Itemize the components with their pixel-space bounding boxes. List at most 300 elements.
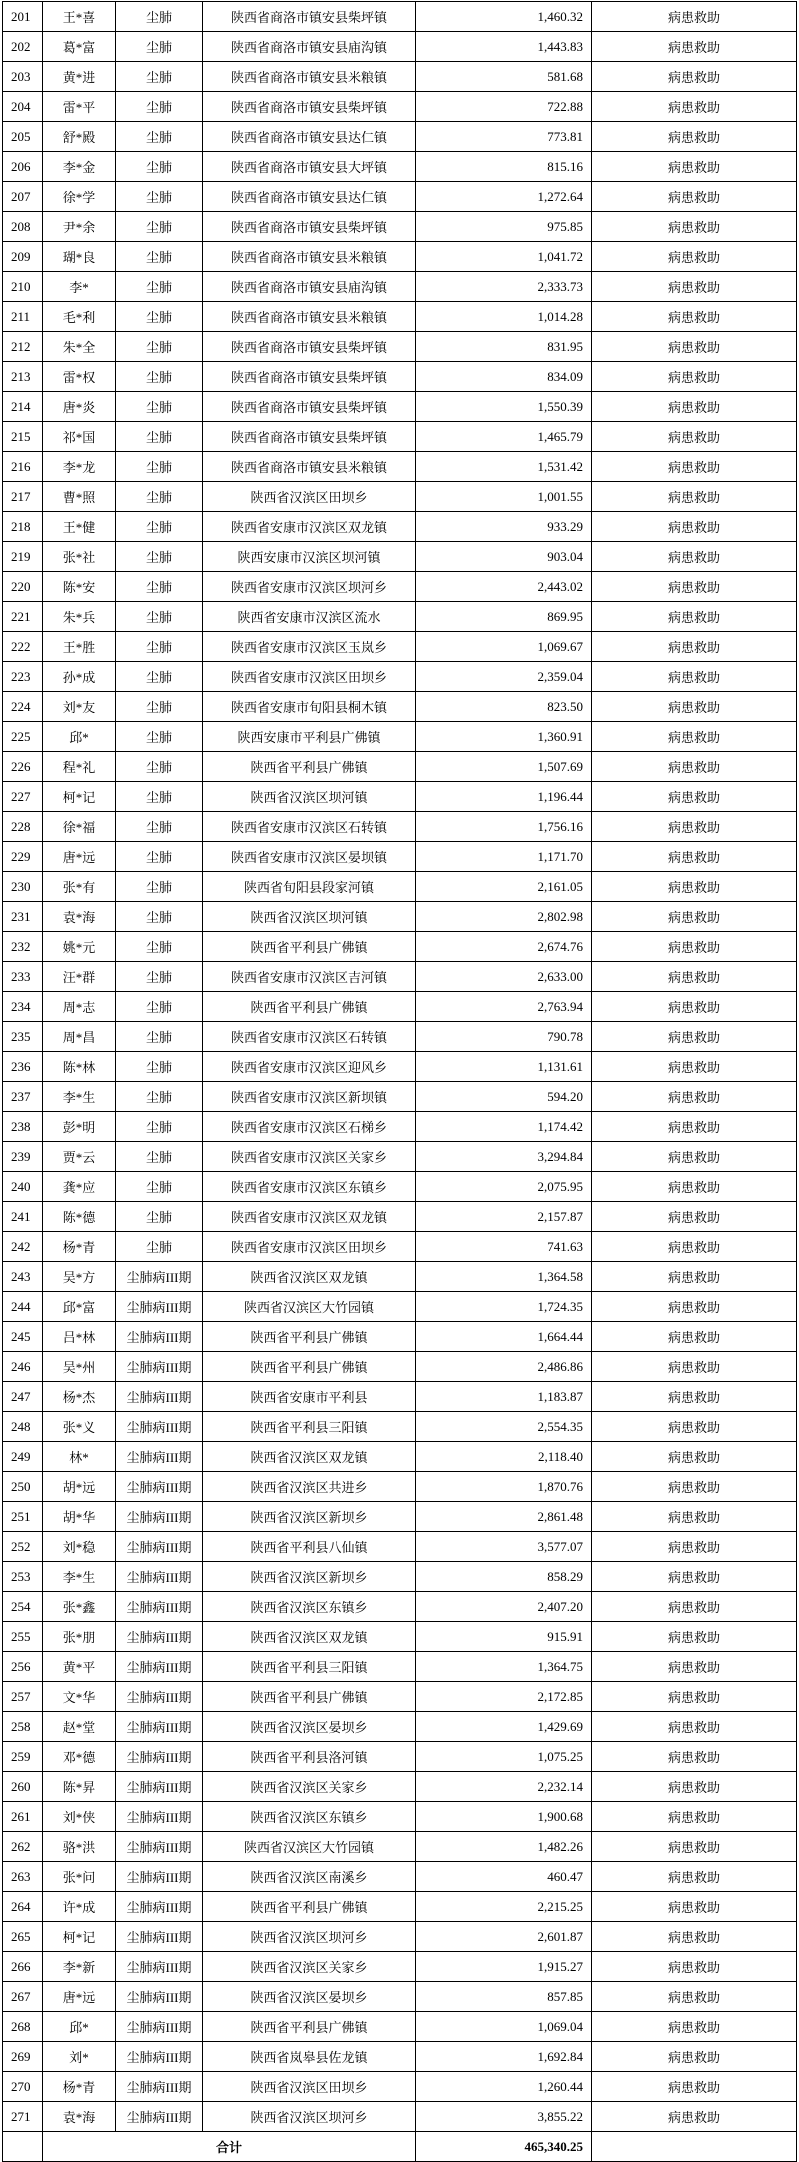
category-cell: 病患救助 bbox=[592, 1952, 797, 1982]
disease-cell: 尘肺病III期 bbox=[116, 1892, 203, 1922]
row-number-cell: 225 bbox=[3, 722, 43, 752]
name-cell: 张*义 bbox=[43, 1412, 116, 1442]
category-cell: 病患救助 bbox=[592, 1832, 797, 1862]
amount-cell: 2,763.94 bbox=[416, 992, 592, 1022]
name-cell: 袁*海 bbox=[43, 902, 116, 932]
address-cell: 陕西省安康市汉滨区田坝乡 bbox=[203, 1232, 416, 1262]
row-number-cell: 218 bbox=[3, 512, 43, 542]
name-cell: 陈*安 bbox=[43, 572, 116, 602]
category-cell: 病患救助 bbox=[592, 512, 797, 542]
address-cell: 陕西省平利县洛河镇 bbox=[203, 1742, 416, 1772]
table-row bbox=[3, 1262, 797, 1292]
row-number-cell: 213 bbox=[3, 362, 43, 392]
address-cell: 陕西省汉滨区新坝乡 bbox=[203, 1502, 416, 1532]
row-number-cell: 244 bbox=[3, 1292, 43, 1322]
amount-cell: 1,900.68 bbox=[416, 1802, 592, 1832]
table-row bbox=[3, 572, 797, 602]
address-cell: 陕西省商洛市镇安县米粮镇 bbox=[203, 452, 416, 482]
address-cell: 陕西省安康市平利县 bbox=[203, 1382, 416, 1412]
category-cell: 病患救助 bbox=[592, 2072, 797, 2102]
row-number-cell: 207 bbox=[3, 182, 43, 212]
name-cell: 瑚*良 bbox=[43, 242, 116, 272]
table-row bbox=[3, 1892, 797, 1922]
total-empty-cell bbox=[592, 2132, 797, 2162]
category-cell: 病患救助 bbox=[592, 662, 797, 692]
disease-cell: 尘肺病III期 bbox=[116, 1502, 203, 1532]
row-number-cell: 269 bbox=[3, 2042, 43, 2072]
name-cell: 黄*进 bbox=[43, 62, 116, 92]
disease-cell: 尘肺 bbox=[116, 452, 203, 482]
row-number-cell: 262 bbox=[3, 1832, 43, 1862]
table-row bbox=[3, 1172, 797, 1202]
address-cell: 陕西省平利县广佛镇 bbox=[203, 752, 416, 782]
name-cell: 邱*富 bbox=[43, 1292, 116, 1322]
name-cell: 胡*远 bbox=[43, 1472, 116, 1502]
amount-cell: 2,674.76 bbox=[416, 932, 592, 962]
name-cell: 邱* bbox=[43, 722, 116, 752]
row-number-cell: 252 bbox=[3, 1532, 43, 1562]
category-cell: 病患救助 bbox=[592, 422, 797, 452]
disease-cell: 尘肺 bbox=[116, 272, 203, 302]
disease-cell: 尘肺病III期 bbox=[116, 1532, 203, 1562]
name-cell: 舒*殿 bbox=[43, 122, 116, 152]
address-cell: 陕西省安康市汉滨区石转镇 bbox=[203, 812, 416, 842]
name-cell: 陈*昇 bbox=[43, 1772, 116, 1802]
table-row bbox=[3, 722, 797, 752]
name-cell: 周*昌 bbox=[43, 1022, 116, 1052]
disease-cell: 尘肺 bbox=[116, 572, 203, 602]
disease-cell: 尘肺 bbox=[116, 1112, 203, 1142]
disease-cell: 尘肺病III期 bbox=[116, 1652, 203, 1682]
row-number-cell: 230 bbox=[3, 872, 43, 902]
disease-cell: 尘肺病III期 bbox=[116, 1922, 203, 1952]
amount-cell: 1,429.69 bbox=[416, 1712, 592, 1742]
amount-cell: 1,460.32 bbox=[416, 2, 592, 32]
table-row bbox=[3, 1952, 797, 1982]
row-number-cell: 220 bbox=[3, 572, 43, 602]
address-cell: 陕西省汉滨区坝河乡 bbox=[203, 2102, 416, 2132]
row-number-cell: 208 bbox=[3, 212, 43, 242]
address-cell: 陕西省平利县三阳镇 bbox=[203, 1412, 416, 1442]
name-cell: 李*生 bbox=[43, 1562, 116, 1592]
row-number-cell: 243 bbox=[3, 1262, 43, 1292]
disease-cell: 尘肺 bbox=[116, 212, 203, 242]
address-cell: 陕西省汉滨区共进乡 bbox=[203, 1472, 416, 1502]
table-row bbox=[3, 1922, 797, 1952]
row-number-cell: 212 bbox=[3, 332, 43, 362]
address-cell: 陕西省汉滨区东镇乡 bbox=[203, 1592, 416, 1622]
disease-cell: 尘肺 bbox=[116, 92, 203, 122]
table-row bbox=[3, 1772, 797, 1802]
disease-cell: 尘肺病III期 bbox=[116, 1382, 203, 1412]
category-cell: 病患救助 bbox=[592, 212, 797, 242]
address-cell: 陕西省安康市汉滨区新坝镇 bbox=[203, 1082, 416, 1112]
row-number-cell: 229 bbox=[3, 842, 43, 872]
category-cell: 病患救助 bbox=[592, 962, 797, 992]
row-number-cell: 221 bbox=[3, 602, 43, 632]
amount-cell: 2,861.48 bbox=[416, 1502, 592, 1532]
table-row bbox=[3, 752, 797, 782]
name-cell: 陈*林 bbox=[43, 1052, 116, 1082]
amount-cell: 1,507.69 bbox=[416, 752, 592, 782]
category-cell: 病患救助 bbox=[592, 1292, 797, 1322]
table-row bbox=[3, 962, 797, 992]
disease-cell: 尘肺 bbox=[116, 422, 203, 452]
table-row bbox=[3, 1202, 797, 1232]
name-cell: 赵*堂 bbox=[43, 1712, 116, 1742]
category-cell: 病患救助 bbox=[592, 1472, 797, 1502]
address-cell: 陕西省商洛市镇安县达仁镇 bbox=[203, 182, 416, 212]
name-cell: 雷*平 bbox=[43, 92, 116, 122]
category-cell: 病患救助 bbox=[592, 692, 797, 722]
disease-cell: 尘肺 bbox=[116, 1052, 203, 1082]
name-cell: 黄*平 bbox=[43, 1652, 116, 1682]
address-cell: 陕西省平利县广佛镇 bbox=[203, 1352, 416, 1382]
disease-cell: 尘肺病III期 bbox=[116, 1262, 203, 1292]
disease-cell: 尘肺 bbox=[116, 962, 203, 992]
row-number-cell: 223 bbox=[3, 662, 43, 692]
address-cell: 陕西省汉滨区东镇乡 bbox=[203, 1802, 416, 1832]
name-cell: 刘*稳 bbox=[43, 1532, 116, 1562]
disease-cell: 尘肺 bbox=[116, 542, 203, 572]
row-number-cell: 239 bbox=[3, 1142, 43, 1172]
name-cell: 孙*成 bbox=[43, 662, 116, 692]
amount-cell: 1,131.61 bbox=[416, 1052, 592, 1082]
address-cell: 陕西省平利县八仙镇 bbox=[203, 1532, 416, 1562]
name-cell: 徐*福 bbox=[43, 812, 116, 842]
category-cell: 病患救助 bbox=[592, 1382, 797, 1412]
table-row bbox=[3, 1742, 797, 1772]
amount-cell: 1,171.70 bbox=[416, 842, 592, 872]
name-cell: 邱* bbox=[43, 2012, 116, 2042]
amount-cell: 1,692.84 bbox=[416, 2042, 592, 2072]
category-cell: 病患救助 bbox=[592, 1862, 797, 1892]
name-cell: 曹*照 bbox=[43, 482, 116, 512]
name-cell: 邓*德 bbox=[43, 1742, 116, 1772]
amount-cell: 1,482.26 bbox=[416, 1832, 592, 1862]
disease-cell: 尘肺 bbox=[116, 32, 203, 62]
name-cell: 杨*杰 bbox=[43, 1382, 116, 1412]
disease-cell: 尘肺 bbox=[116, 1082, 203, 1112]
address-cell: 陕西安康市汉滨区坝河镇 bbox=[203, 542, 416, 572]
disease-cell: 尘肺病III期 bbox=[116, 1982, 203, 2012]
name-cell: 李*金 bbox=[43, 152, 116, 182]
name-cell: 王*健 bbox=[43, 512, 116, 542]
category-cell: 病患救助 bbox=[592, 1142, 797, 1172]
disease-cell: 尘肺 bbox=[116, 2, 203, 32]
disease-cell: 尘肺 bbox=[116, 1172, 203, 1202]
name-cell: 姚*元 bbox=[43, 932, 116, 962]
row-number-cell: 242 bbox=[3, 1232, 43, 1262]
disease-cell: 尘肺 bbox=[116, 152, 203, 182]
disease-cell: 尘肺 bbox=[116, 842, 203, 872]
row-number-cell: 228 bbox=[3, 812, 43, 842]
address-cell: 陕西省商洛市镇安县米粮镇 bbox=[203, 62, 416, 92]
amount-cell: 1,260.44 bbox=[416, 2072, 592, 2102]
disease-cell: 尘肺 bbox=[116, 932, 203, 962]
amount-cell: 857.85 bbox=[416, 1982, 592, 2012]
table-body bbox=[3, 2, 797, 2132]
table-row bbox=[3, 1442, 797, 1472]
amount-cell: 903.04 bbox=[416, 542, 592, 572]
amount-cell: 2,633.00 bbox=[416, 962, 592, 992]
amount-cell: 823.50 bbox=[416, 692, 592, 722]
address-cell: 陕西省平利县三阳镇 bbox=[203, 1652, 416, 1682]
amount-cell: 2,161.05 bbox=[416, 872, 592, 902]
name-cell: 张*鑫 bbox=[43, 1592, 116, 1622]
table-row bbox=[3, 1622, 797, 1652]
disease-cell: 尘肺 bbox=[116, 1142, 203, 1172]
row-number-cell: 215 bbox=[3, 422, 43, 452]
amount-cell: 831.95 bbox=[416, 332, 592, 362]
name-cell: 徐*学 bbox=[43, 182, 116, 212]
name-cell: 朱*兵 bbox=[43, 602, 116, 632]
row-number-cell: 268 bbox=[3, 2012, 43, 2042]
name-cell: 尹*余 bbox=[43, 212, 116, 242]
category-cell: 病患救助 bbox=[592, 152, 797, 182]
table-row bbox=[3, 332, 797, 362]
disease-cell: 尘肺 bbox=[116, 992, 203, 1022]
category-cell: 病患救助 bbox=[592, 1022, 797, 1052]
amount-cell: 815.16 bbox=[416, 152, 592, 182]
category-cell: 病患救助 bbox=[592, 1652, 797, 1682]
address-cell: 陕西省汉滨区新坝乡 bbox=[203, 1562, 416, 1592]
amount-cell: 1,664.44 bbox=[416, 1322, 592, 1352]
category-cell: 病患救助 bbox=[592, 1412, 797, 1442]
name-cell: 袁*海 bbox=[43, 2102, 116, 2132]
category-cell: 病患救助 bbox=[592, 122, 797, 152]
table-row bbox=[3, 662, 797, 692]
disease-cell: 尘肺 bbox=[116, 1232, 203, 1262]
name-cell: 唐*远 bbox=[43, 842, 116, 872]
amount-cell: 790.78 bbox=[416, 1022, 592, 1052]
category-cell: 病患救助 bbox=[592, 752, 797, 782]
amount-cell: 1,001.55 bbox=[416, 482, 592, 512]
row-number-cell: 265 bbox=[3, 1922, 43, 1952]
table-row bbox=[3, 602, 797, 632]
row-number-cell: 219 bbox=[3, 542, 43, 572]
disease-cell: 尘肺 bbox=[116, 692, 203, 722]
name-cell: 张*朋 bbox=[43, 1622, 116, 1652]
table-row bbox=[3, 32, 797, 62]
table-row bbox=[3, 392, 797, 422]
table-row bbox=[3, 212, 797, 242]
address-cell: 陕西省商洛市镇安县柴坪镇 bbox=[203, 92, 416, 122]
relief-table bbox=[2, 1, 797, 2162]
category-cell: 病患救助 bbox=[592, 602, 797, 632]
row-number-cell: 237 bbox=[3, 1082, 43, 1112]
disease-cell: 尘肺病III期 bbox=[116, 1292, 203, 1322]
disease-cell: 尘肺 bbox=[116, 122, 203, 152]
table-row bbox=[3, 1472, 797, 1502]
category-cell: 病患救助 bbox=[592, 812, 797, 842]
row-number-cell: 224 bbox=[3, 692, 43, 722]
row-number-cell: 238 bbox=[3, 1112, 43, 1142]
name-cell: 吕*林 bbox=[43, 1322, 116, 1352]
category-cell: 病患救助 bbox=[592, 1442, 797, 1472]
category-cell: 病患救助 bbox=[592, 332, 797, 362]
name-cell: 葛*富 bbox=[43, 32, 116, 62]
disease-cell: 尘肺病III期 bbox=[116, 1322, 203, 1352]
name-cell: 刘*侠 bbox=[43, 1802, 116, 1832]
name-cell: 周*志 bbox=[43, 992, 116, 1022]
name-cell: 唐*远 bbox=[43, 1982, 116, 2012]
address-cell: 陕西省商洛市镇安县达仁镇 bbox=[203, 122, 416, 152]
row-number-cell: 235 bbox=[3, 1022, 43, 1052]
address-cell: 陕西省安康市汉滨区关家乡 bbox=[203, 1142, 416, 1172]
amount-cell: 1,014.28 bbox=[416, 302, 592, 332]
disease-cell: 尘肺病III期 bbox=[116, 1862, 203, 1892]
table-row bbox=[3, 932, 797, 962]
row-number-cell: 248 bbox=[3, 1412, 43, 1442]
category-cell: 病患救助 bbox=[592, 902, 797, 932]
category-cell: 病患救助 bbox=[592, 1982, 797, 2012]
name-cell: 吴*州 bbox=[43, 1352, 116, 1382]
disease-cell: 尘肺病III期 bbox=[116, 2042, 203, 2072]
table-row bbox=[3, 2012, 797, 2042]
disease-cell: 尘肺 bbox=[116, 752, 203, 782]
disease-cell: 尘肺病III期 bbox=[116, 1952, 203, 1982]
amount-cell: 2,157.87 bbox=[416, 1202, 592, 1232]
amount-cell: 1,756.16 bbox=[416, 812, 592, 842]
table-row bbox=[3, 1652, 797, 1682]
disease-cell: 尘肺 bbox=[116, 782, 203, 812]
category-cell: 病患救助 bbox=[592, 182, 797, 212]
table-row bbox=[3, 152, 797, 182]
address-cell: 陕西安康市平利县广佛镇 bbox=[203, 722, 416, 752]
disease-cell: 尘肺 bbox=[116, 62, 203, 92]
amount-cell: 869.95 bbox=[416, 602, 592, 632]
name-cell: 雷*权 bbox=[43, 362, 116, 392]
name-cell: 胡*华 bbox=[43, 1502, 116, 1532]
table-row bbox=[3, 1142, 797, 1172]
address-cell: 陕西省商洛市镇安县庙沟镇 bbox=[203, 32, 416, 62]
amount-cell: 1,360.91 bbox=[416, 722, 592, 752]
table-row bbox=[3, 452, 797, 482]
address-cell: 陕西省商洛市镇安县米粮镇 bbox=[203, 302, 416, 332]
total-row bbox=[3, 2132, 797, 2162]
amount-cell: 1,272.64 bbox=[416, 182, 592, 212]
amount-cell: 915.91 bbox=[416, 1622, 592, 1652]
address-cell: 陕西省平利县广佛镇 bbox=[203, 992, 416, 1022]
address-cell: 陕西省汉滨区坝河乡 bbox=[203, 1922, 416, 1952]
address-cell: 陕西省汉滨区关家乡 bbox=[203, 1772, 416, 1802]
disease-cell: 尘肺病III期 bbox=[116, 1412, 203, 1442]
row-number-cell: 257 bbox=[3, 1682, 43, 1712]
row-number-cell: 214 bbox=[3, 392, 43, 422]
name-cell: 王*胜 bbox=[43, 632, 116, 662]
table-row bbox=[3, 1352, 797, 1382]
amount-cell: 858.29 bbox=[416, 1562, 592, 1592]
row-number-cell: 233 bbox=[3, 962, 43, 992]
name-cell: 张*问 bbox=[43, 1862, 116, 1892]
amount-cell: 2,601.87 bbox=[416, 1922, 592, 1952]
row-number-cell: 247 bbox=[3, 1382, 43, 1412]
category-cell: 病患救助 bbox=[592, 542, 797, 572]
address-cell: 陕西省汉滨区双龙镇 bbox=[203, 1622, 416, 1652]
address-cell: 陕西省安康市汉滨区石转镇 bbox=[203, 1022, 416, 1052]
table-row bbox=[3, 1862, 797, 1892]
table-row bbox=[3, 302, 797, 332]
disease-cell: 尘肺 bbox=[116, 872, 203, 902]
name-cell: 龚*应 bbox=[43, 1172, 116, 1202]
table-row bbox=[3, 1502, 797, 1532]
address-cell: 陕西省商洛市镇安县大坪镇 bbox=[203, 152, 416, 182]
name-cell: 文*华 bbox=[43, 1682, 116, 1712]
amount-cell: 2,443.02 bbox=[416, 572, 592, 602]
table-row bbox=[3, 1112, 797, 1142]
table-row bbox=[3, 2102, 797, 2132]
table-row bbox=[3, 122, 797, 152]
total-spacer-cell bbox=[3, 2132, 43, 2162]
row-number-cell: 206 bbox=[3, 152, 43, 182]
name-cell: 朱*全 bbox=[43, 332, 116, 362]
amount-cell: 1,915.27 bbox=[416, 1952, 592, 1982]
category-cell: 病患救助 bbox=[592, 2, 797, 32]
row-number-cell: 271 bbox=[3, 2102, 43, 2132]
category-cell: 病患救助 bbox=[592, 302, 797, 332]
category-cell: 病患救助 bbox=[592, 2042, 797, 2072]
row-number-cell: 227 bbox=[3, 782, 43, 812]
table-row bbox=[3, 422, 797, 452]
disease-cell: 尘肺病III期 bbox=[116, 2102, 203, 2132]
row-number-cell: 209 bbox=[3, 242, 43, 272]
amount-cell: 773.81 bbox=[416, 122, 592, 152]
category-cell: 病患救助 bbox=[592, 1802, 797, 1832]
name-cell: 王*喜 bbox=[43, 2, 116, 32]
disease-cell: 尘肺 bbox=[116, 602, 203, 632]
address-cell: 陕西省安康市汉滨区双龙镇 bbox=[203, 512, 416, 542]
category-cell: 病患救助 bbox=[592, 842, 797, 872]
table-row bbox=[3, 992, 797, 1022]
name-cell: 林* bbox=[43, 1442, 116, 1472]
amount-cell: 3,855.22 bbox=[416, 2102, 592, 2132]
disease-cell: 尘肺病III期 bbox=[116, 1802, 203, 1832]
disease-cell: 尘肺 bbox=[116, 362, 203, 392]
name-cell: 柯*记 bbox=[43, 1922, 116, 1952]
amount-cell: 2,232.14 bbox=[416, 1772, 592, 1802]
address-cell: 陕西省安康市汉滨区田坝乡 bbox=[203, 662, 416, 692]
row-number-cell: 259 bbox=[3, 1742, 43, 1772]
category-cell: 病患救助 bbox=[592, 632, 797, 662]
name-cell: 刘*友 bbox=[43, 692, 116, 722]
row-number-cell: 254 bbox=[3, 1592, 43, 1622]
disease-cell: 尘肺病III期 bbox=[116, 2012, 203, 2042]
disease-cell: 尘肺 bbox=[116, 812, 203, 842]
name-cell: 李*新 bbox=[43, 1952, 116, 1982]
name-cell: 毛*利 bbox=[43, 302, 116, 332]
table-row bbox=[3, 1712, 797, 1742]
name-cell: 张*社 bbox=[43, 542, 116, 572]
address-cell: 陕西省汉滨区坝河镇 bbox=[203, 782, 416, 812]
table-row bbox=[3, 1412, 797, 1442]
table-row bbox=[3, 632, 797, 662]
address-cell: 陕西省平利县广佛镇 bbox=[203, 932, 416, 962]
disease-cell: 尘肺 bbox=[116, 512, 203, 542]
category-cell: 病患救助 bbox=[592, 1082, 797, 1112]
table-row bbox=[3, 1052, 797, 1082]
table-row bbox=[3, 1562, 797, 1592]
table-row bbox=[3, 2042, 797, 2072]
row-number-cell: 251 bbox=[3, 1502, 43, 1532]
row-number-cell: 256 bbox=[3, 1652, 43, 1682]
amount-cell: 1,041.72 bbox=[416, 242, 592, 272]
disease-cell: 尘肺 bbox=[116, 1022, 203, 1052]
category-cell: 病患救助 bbox=[592, 1352, 797, 1382]
amount-cell: 1,724.35 bbox=[416, 1292, 592, 1322]
address-cell: 陕西省商洛市镇安县柴坪镇 bbox=[203, 392, 416, 422]
row-number-cell: 222 bbox=[3, 632, 43, 662]
